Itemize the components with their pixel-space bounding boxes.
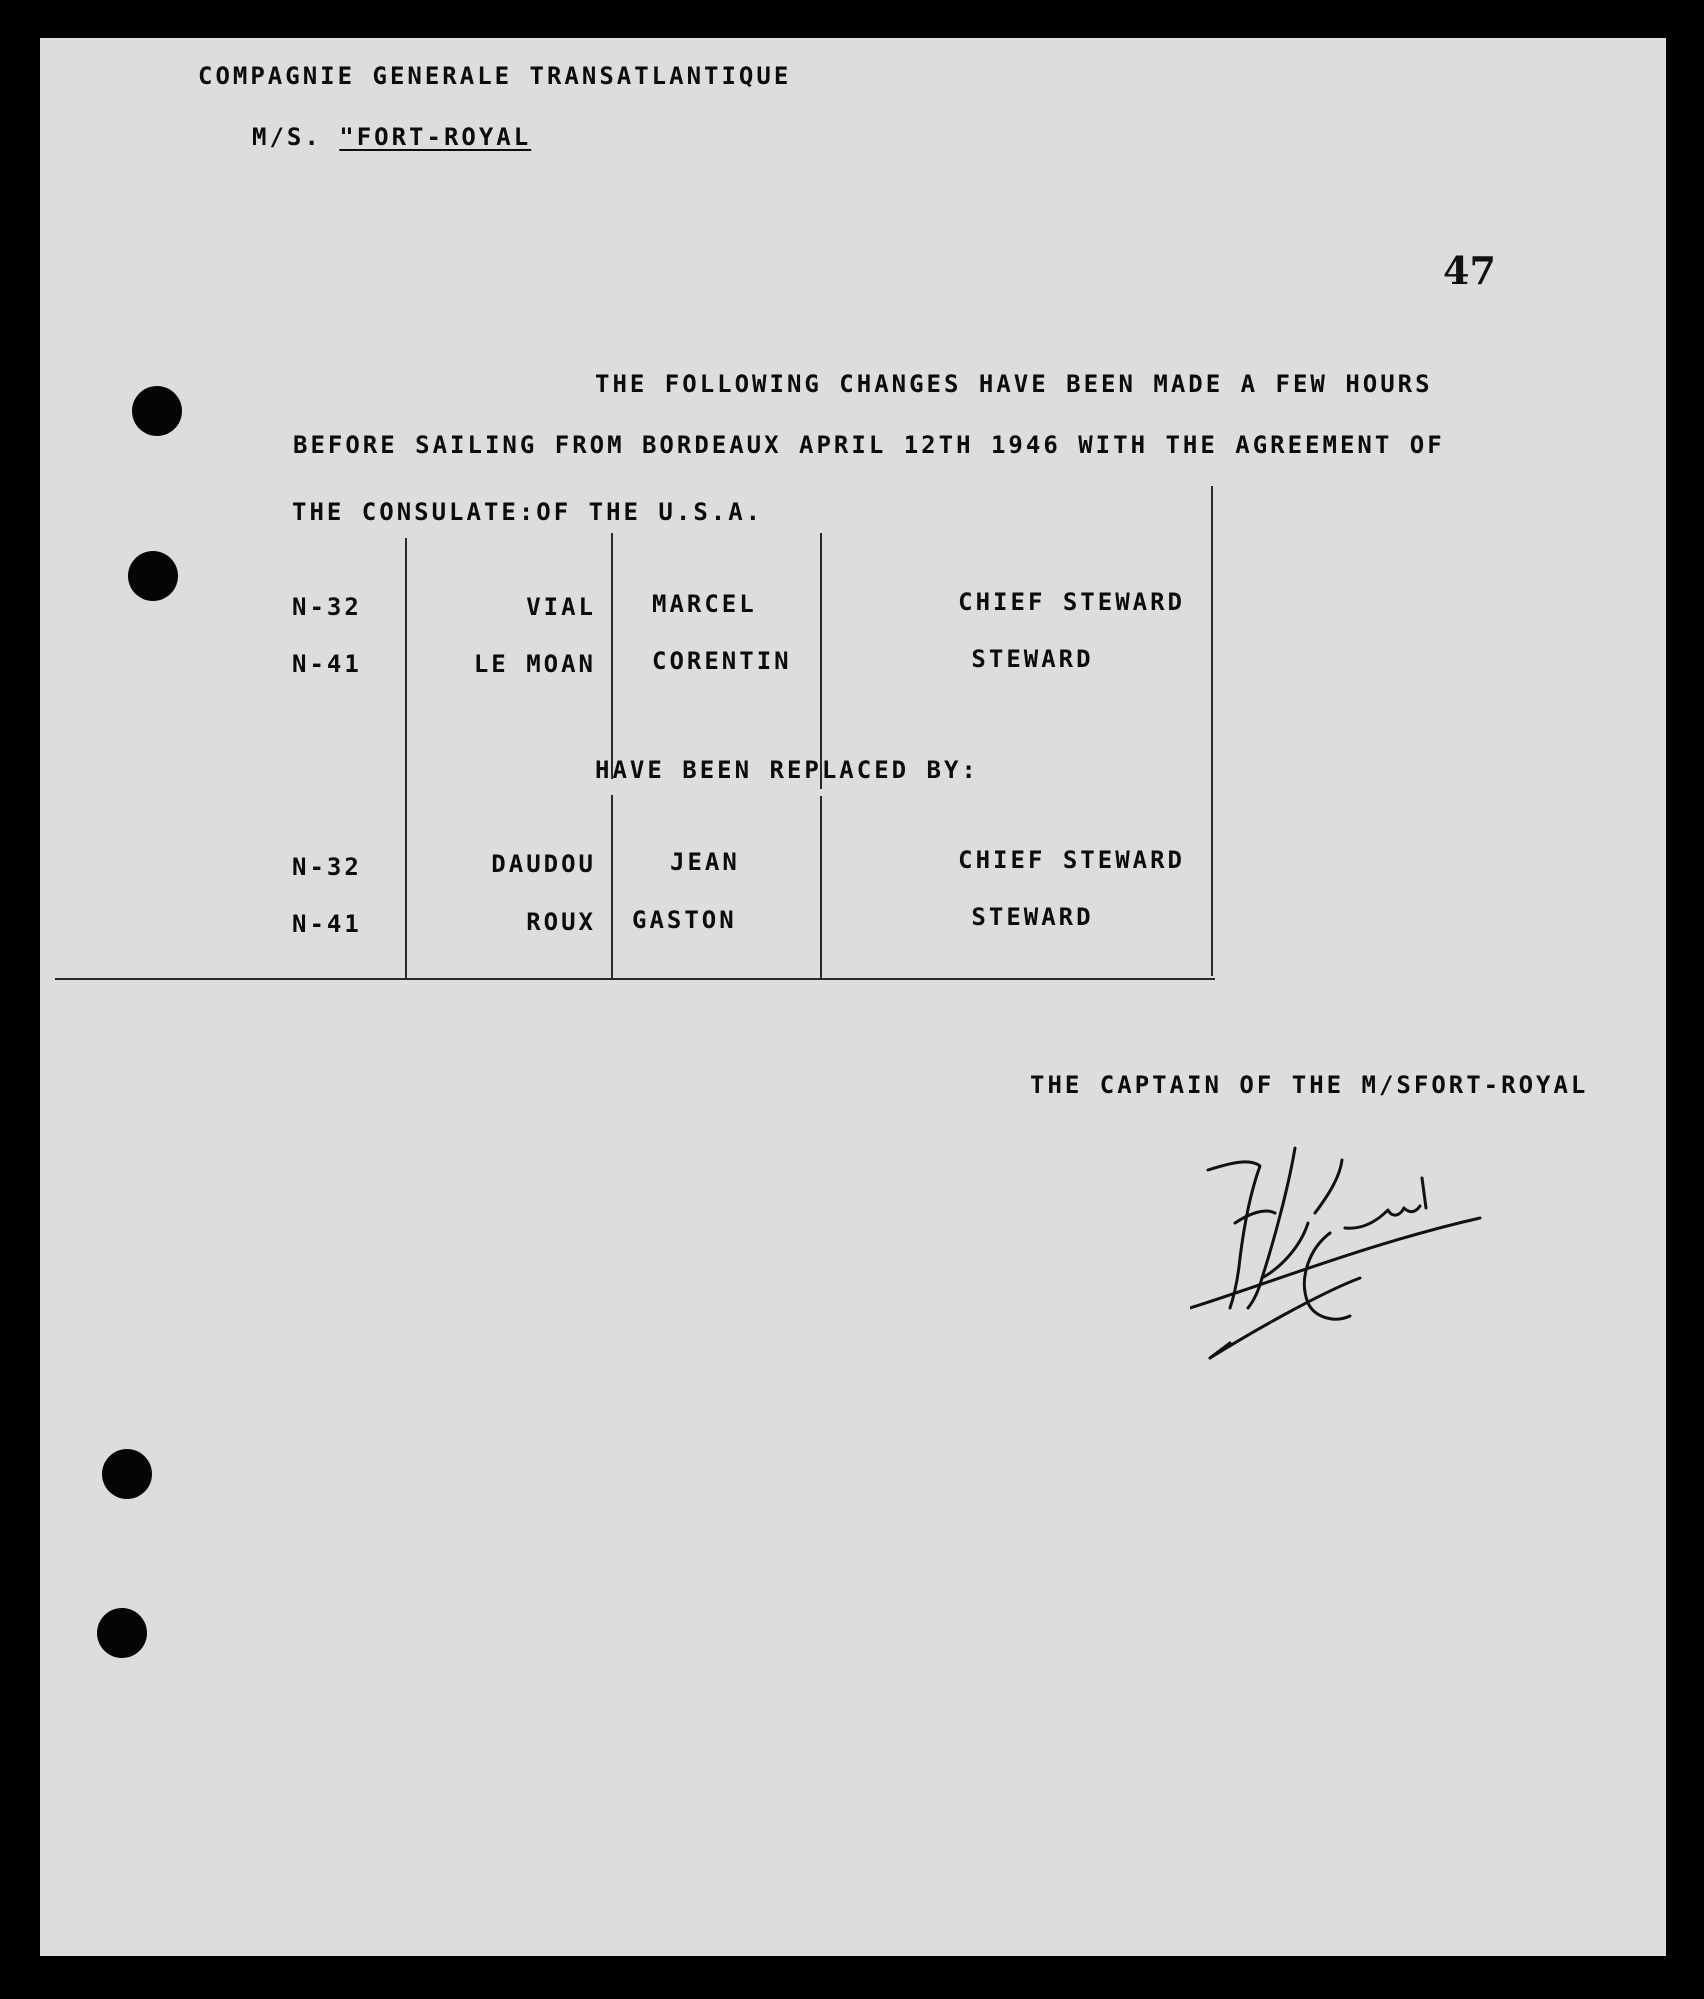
table-rule-2 xyxy=(611,533,613,779)
captain-closing: THE CAPTAIN OF THE M/SFORT-ROYAL xyxy=(1030,1071,1589,1099)
ship-line xyxy=(252,123,531,151)
replaced-label: HAVE BEEN REPLACED BY: xyxy=(595,756,979,784)
crew-rank: CHIEF STEWARD xyxy=(958,588,1185,616)
table-rule-3 xyxy=(611,795,613,980)
table-bottom-rule xyxy=(55,978,1215,980)
intro-line-3: THE CONSULATE:OF THE U.S.A. xyxy=(292,498,764,526)
crew-firstname: MARCEL xyxy=(652,590,757,618)
punch-hole-4 xyxy=(97,1608,147,1658)
punch-hole-2 xyxy=(128,551,178,601)
table-rule-1 xyxy=(405,538,407,978)
table-rule-4 xyxy=(820,533,822,789)
crew-number: N-32 xyxy=(292,593,362,621)
ship-name: "FORT-ROYAL xyxy=(339,123,532,151)
crew-rank: CHIEF STEWARD xyxy=(958,846,1185,874)
crew-surname: LE MOAN xyxy=(473,650,596,678)
crew-rank: STEWARD xyxy=(971,903,1094,931)
intro-line-2: BEFORE SAILING FROM BORDEAUX APRIL 12TH 1946 WITH THE AGREEMENT OF xyxy=(293,431,1445,459)
crew-surname: DAUDOU xyxy=(491,850,596,878)
crew-number: N-41 xyxy=(292,650,362,678)
company-name: COMPAGNIE GENERALE TRANSATLANTIQUE xyxy=(198,62,792,90)
page-number: 47 xyxy=(1443,248,1496,293)
crew-surname: ROUX xyxy=(526,908,596,936)
intro-line-1: THE FOLLOWING CHANGES HAVE BEEN MADE A FEW HOURS xyxy=(595,370,1433,398)
punch-hole-1 xyxy=(132,386,182,436)
table-rule-5 xyxy=(820,796,822,978)
signature-image xyxy=(1190,1118,1530,1388)
crew-number: N-41 xyxy=(292,910,362,938)
crew-firstname: CORENTIN xyxy=(652,647,792,675)
crew-rank: STEWARD xyxy=(971,645,1094,673)
crew-firstname: GASTON xyxy=(632,906,737,934)
document-page xyxy=(40,38,1666,1956)
crew-number: N-32 xyxy=(292,853,362,881)
punch-hole-3 xyxy=(102,1449,152,1499)
crew-firstname: JEAN xyxy=(670,848,740,876)
crew-surname: VIAL xyxy=(526,593,596,621)
ship-prefix: M/S. xyxy=(252,123,322,151)
table-rule-6 xyxy=(1211,486,1213,976)
